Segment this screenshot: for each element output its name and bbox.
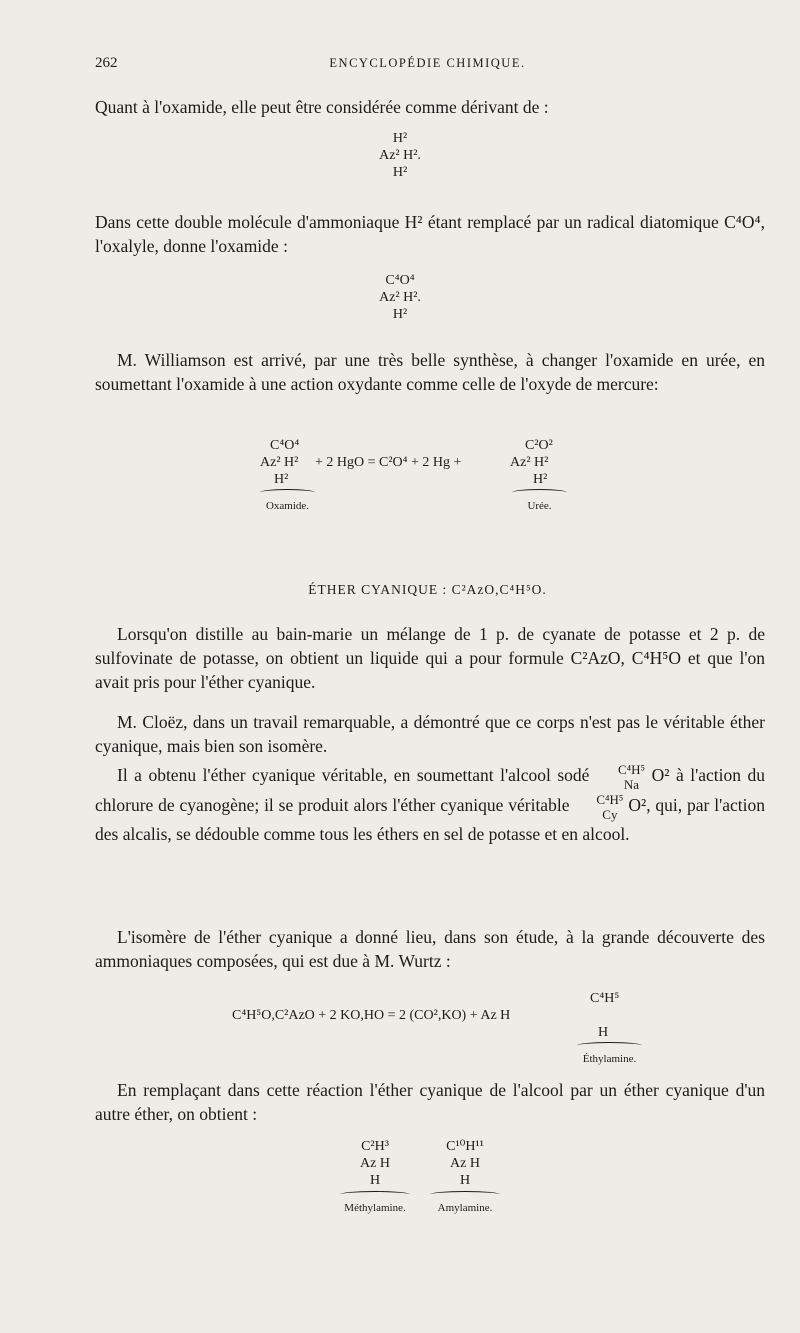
formula-amylamine (430, 1138, 500, 1217)
paragraph-6 (95, 762, 765, 846)
equation-wurtz (232, 990, 652, 1065)
brace-oxamide (260, 487, 315, 515)
formula-line: C¹⁰H¹¹ (446, 1139, 484, 1154)
p6-text-b: l'action du chlorure de cyanogène; il se produit alors l'éther cyanique véritable (95, 765, 766, 816)
formula-line: Az H (450, 1156, 480, 1171)
formula-line: H² (392, 307, 408, 322)
label-ethylamine: Éthylamine. (582, 1053, 637, 1065)
paragraph-2: Dans cette double molécule d'ammoniaque H² étant remplacé par un radical diatomique C⁴O⁴, l'oxalyle, donne l'oxamide : (95, 212, 765, 256)
formula-line: + 2 HgO = C²O⁴ + 2 Hg + (315, 455, 462, 470)
brace-ethylamine (577, 1040, 642, 1068)
formula-line: H² (533, 472, 548, 487)
formula-line: Az² H² (260, 455, 299, 470)
label-uree: Urée. (527, 500, 552, 512)
paragraph-5: M. Cloëz, dans un travail remarquable, a démontré que ce corps n'est pas le véritable éther cyanique, mais bien son isomère. (95, 712, 765, 756)
page-number: 262 (95, 55, 118, 71)
p6-text-c: O², qui, par l'action des alcalis, se dédouble comme tous les éthers en sel de potasse et en alcool. (95, 795, 765, 844)
equation-williamson (260, 437, 590, 527)
paragraph-4: Lorsqu'on distille au bain-marie un mélange de 1 p. de cyanate de potasse et 2 p. de sulfovinate de potasse, on obtient un liquide qui a pour formule C²AzO, C⁴H⁵O et que l'on avait pris pour l'éther cyanique. (95, 624, 765, 692)
formula-line: C⁴H⁵ (590, 991, 620, 1006)
formula-line: H (369, 1173, 381, 1188)
formula-alcool-sode (596, 762, 645, 792)
formula-line: Az² H². (379, 290, 421, 305)
formula-bottom: Na (623, 777, 640, 792)
formula-line: Az H (360, 1156, 390, 1171)
formula-line: H² (274, 472, 289, 487)
formula-line: C⁴O⁴ (270, 438, 300, 453)
section-heading: ÉTHER CYANIQUE : C²AzO,C⁴H⁵O. (308, 582, 547, 597)
label-amylamine: Amylamine. (437, 1202, 493, 1214)
formula-line: C²O² (525, 438, 553, 453)
label-oxamide: Oxamide. (265, 500, 310, 512)
p6-text-a: Il a obtenu l'éther cyanique véritable, en soumettant l'alcool sodé (117, 765, 590, 786)
formula-top: C⁴H⁵ (617, 762, 646, 777)
page-header (95, 55, 760, 75)
formula-line: H² (392, 165, 408, 180)
formula-bottom: Cy (602, 807, 618, 822)
paragraph-8: En remplaçant dans cette réaction l'éther cyanique de l'alcool par un éther cyanique d'un autre éther, on obtient : (95, 1080, 765, 1124)
formula-line: C⁴H⁵O,C²AzO + 2 KO,HO = 2 (CO²,KO) + Az H (232, 1008, 511, 1023)
paragraph-7: L'isomère de l'éther cyanique a donné lieu, dans son étude, à la grande découverte des ammoniaques composées, qui est due à M. Wurtz : (95, 927, 765, 971)
formula-line: H (598, 1025, 609, 1040)
formula-oxamide (370, 272, 430, 323)
formula-line: Az² H² (510, 455, 549, 470)
paragraph-1: Quant à l'oxamide, elle peut être considérée comme dérivant de : (95, 97, 549, 117)
label-methylamine: Méthylamine. (344, 1202, 406, 1214)
formula-methylamine (340, 1138, 410, 1217)
running-title: ENCYCLOPÉDIE CHIMIQUE. (329, 56, 526, 70)
formula-ether-cyanique (574, 792, 623, 822)
formula-amines (340, 1138, 520, 1213)
formula-ammonia (370, 130, 430, 181)
p6-tail: O² à (651, 765, 684, 786)
formula-line: H (459, 1173, 471, 1188)
formula-line: Az² H². (379, 148, 421, 163)
formula-line: C⁴O⁴ (385, 273, 415, 288)
paragraph-3: M. Williamson est arrivé, par une très belle synthèse, à changer l'oxamide en urée, en soumettant l'oxamide à une action oxydante comme celle de l'oxyde de mercure: (95, 350, 765, 394)
formula-line: C²H³ (361, 1139, 389, 1154)
formula-line: H² (392, 131, 408, 146)
formula-top: C⁴H⁵ (596, 792, 624, 807)
brace-uree (512, 487, 567, 515)
